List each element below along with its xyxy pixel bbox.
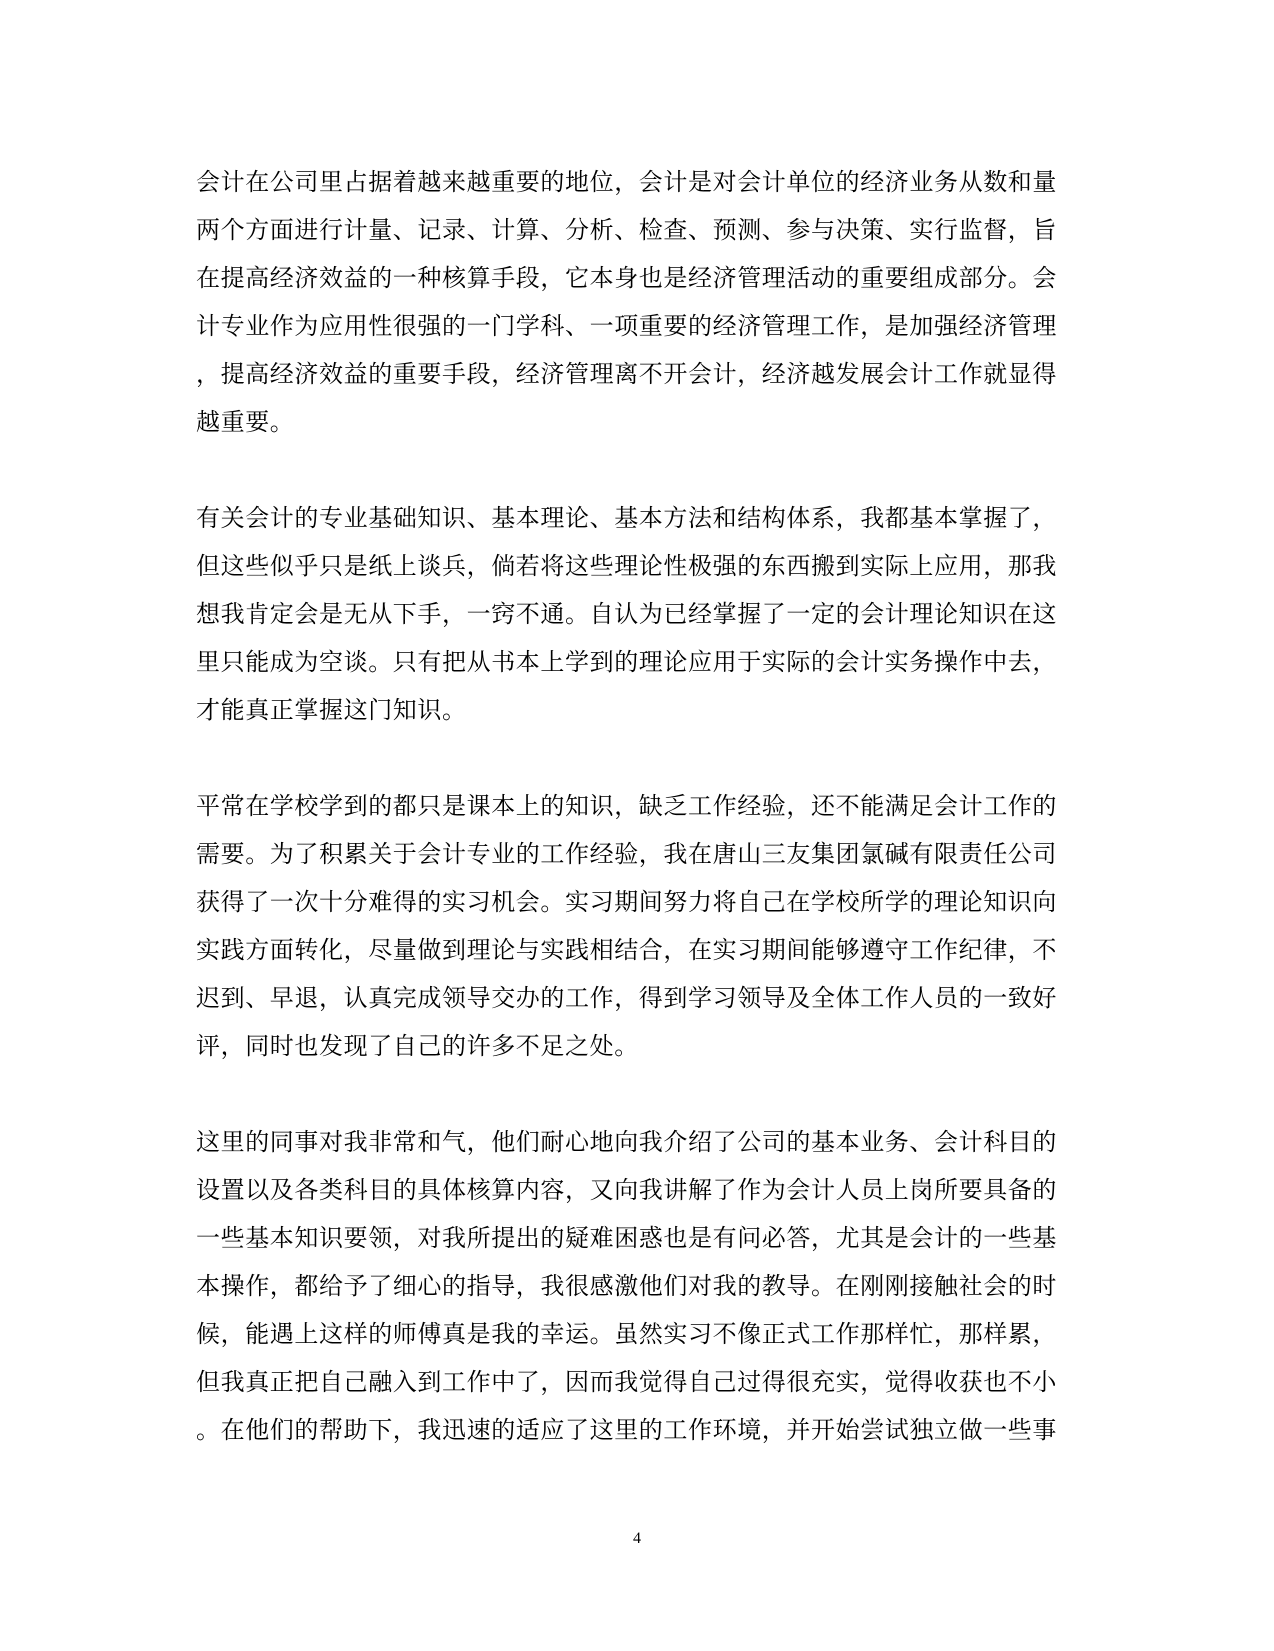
text-line: 设置以及各类科目的具体核算内容，又向我讲解了作为会计人员上岗所要具备的: [196, 1176, 1057, 1204]
text-line: 这里的同事对我非常和气，他们耐心地向我介绍了公司的基本业务、会计科目的: [196, 1128, 1057, 1156]
text-line: 里只能成为空谈。只有把从书本上学到的理论应用于实际的会计实务操作中去，: [196, 648, 1057, 676]
paragraph-2: [196, 494, 1076, 734]
text-line: 但这些似乎只是纸上谈兵，倘若将这些理论性极强的东西搬到实际上应用，那我: [196, 552, 1057, 580]
text-line: 评，同时也发现了自己的许多不足之处。: [196, 1032, 639, 1060]
text-line: 有关会计的专业基础知识、基本理论、基本方法和结构体系，我都基本掌握了，: [196, 504, 1057, 532]
text-line: 两个方面进行计量、记录、计算、分析、检查、预测、参与决策、实行监督，旨: [196, 216, 1057, 244]
text-line: 在提高经济效益的一种核算手段，它本身也是经济管理活动的重要组成部分。会: [196, 264, 1057, 292]
document-body: [196, 158, 1076, 1454]
text-line: 才能真正掌握这门知识。: [196, 696, 467, 724]
text-line: 需要。为了积累关于会计专业的工作经验，我在唐山三友集团氯碱有限责任公司: [196, 840, 1057, 868]
text-line: 平常在学校学到的都只是课本上的知识，缺乏工作经验，还不能满足会计工作的: [196, 792, 1057, 820]
text-line: 。在他们的帮助下，我迅速的适应了这里的工作环境，并开始尝试独立做一些事: [196, 1416, 1057, 1444]
text-line: 一些基本知识要领，对我所提出的疑难困惑也是有问必答，尤其是会计的一些基: [196, 1224, 1057, 1252]
text-line: 获得了一次十分难得的实习机会。实习期间努力将自己在学校所学的理论知识向: [196, 888, 1057, 916]
text-line: 本操作，都给予了细心的指导，我很感激他们对我的教导。在刚刚接触社会的时: [196, 1272, 1057, 1300]
text-line: ，提高经济效益的重要手段，经济管理离不开会计，经济越发展会计工作就显得: [196, 360, 1057, 388]
text-line: 候，能遇上这样的师傅真是我的幸运。虽然实习不像正式工作那样忙，那样累，: [196, 1320, 1057, 1348]
text-line: 但我真正把自己融入到工作中了，因而我觉得自己过得很充实，觉得收获也不小: [196, 1368, 1057, 1396]
paragraph-4: [196, 1118, 1076, 1454]
text-line: 会计在公司里占据着越来越重要的地位，会计是对会计单位的经济业务从数和量: [196, 168, 1057, 196]
text-line: 迟到、早退，认真完成领导交办的工作，得到学习领导及全体工作人员的一致好: [196, 984, 1057, 1012]
text-line: 越重要。: [196, 408, 295, 436]
paragraph-1: [196, 158, 1076, 446]
paragraph-3: [196, 782, 1076, 1070]
text-line: 实践方面转化，尽量做到理论与实践相结合，在实习期间能够遵守工作纪律，不: [196, 936, 1057, 964]
page-number: 4: [633, 1530, 641, 1547]
text-line: 想我肯定会是无从下手，一窍不通。自认为已经掌握了一定的会计理论知识在这: [196, 600, 1057, 628]
text-line: 计专业作为应用性很强的一门学科、一项重要的经济管理工作，是加强经济管理: [196, 312, 1057, 340]
